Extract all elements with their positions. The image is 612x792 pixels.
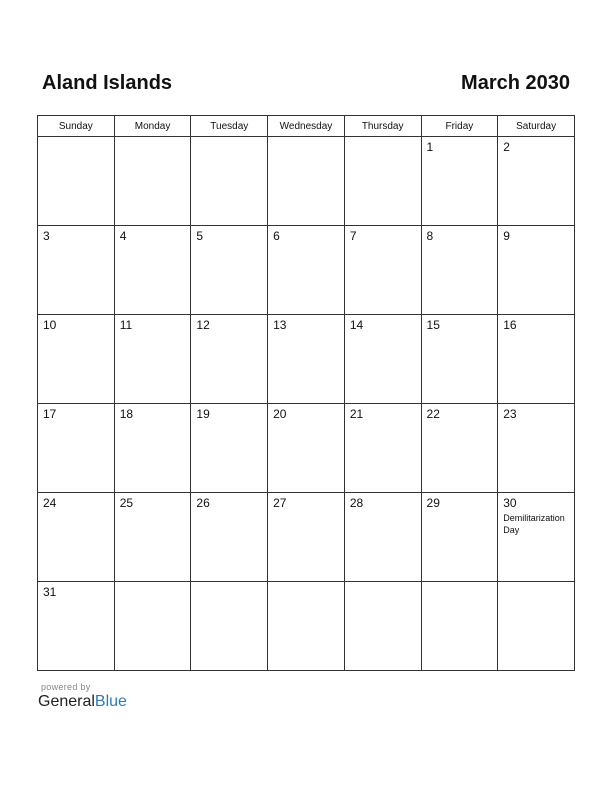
weekday-friday: Friday: [421, 116, 498, 137]
day-cell: [191, 404, 268, 493]
calendar-grid: [37, 115, 575, 671]
day-number: 26: [196, 496, 210, 510]
day-number: [268, 137, 344, 140]
weekday-thursday: Thursday: [344, 116, 421, 137]
week-row: [38, 493, 575, 582]
week-row: [38, 315, 575, 404]
day-number: 11: [119, 318, 133, 332]
day-cell: [191, 582, 268, 671]
day-number: 12: [196, 318, 210, 332]
generalblue-logo: [38, 693, 127, 711]
day-number: [38, 137, 114, 140]
day-number: 17: [43, 407, 57, 421]
day-cell: [421, 315, 498, 404]
day-number: [422, 582, 498, 585]
day-cell: [268, 493, 345, 582]
day-number: 1: [426, 140, 434, 154]
day-cell: [344, 226, 421, 315]
day-cell: [191, 137, 268, 226]
day-number: 27: [273, 496, 287, 510]
day-cell: [498, 582, 575, 671]
brand-general: General: [38, 693, 95, 710]
day-number: 20: [273, 407, 287, 421]
day-number: 6: [273, 229, 280, 243]
day-number: 5: [196, 229, 204, 243]
day-cell: [421, 137, 498, 226]
day-number: 4: [119, 229, 127, 243]
weekday-sunday: Sunday: [38, 116, 115, 137]
weekday-saturday: Saturday: [498, 116, 575, 137]
day-number: 29: [426, 496, 440, 510]
day-cell: [114, 137, 191, 226]
day-cell: [268, 404, 345, 493]
day-cell: [191, 226, 268, 315]
weekday-wednesday: Wednesday: [268, 116, 345, 137]
day-number: 18: [119, 407, 134, 421]
month-year-title: March 2030: [461, 72, 570, 94]
day-number: [345, 137, 421, 140]
day-cell: [344, 137, 421, 226]
day-cell: [421, 226, 498, 315]
day-number: 2: [503, 140, 510, 154]
day-cell: [191, 315, 268, 404]
day-cell: [38, 137, 115, 226]
powered-by-text: powered by: [41, 682, 91, 692]
day-cell: [421, 404, 498, 493]
day-cell: [38, 404, 115, 493]
day-cell: [114, 493, 191, 582]
day-cell: [421, 582, 498, 671]
day-number: 31: [43, 585, 57, 599]
day-cell: [268, 315, 345, 404]
day-number: 3: [43, 229, 50, 243]
day-number: 16: [503, 318, 517, 332]
day-number: [345, 582, 421, 585]
day-number: 13: [273, 318, 287, 332]
day-cell: [498, 315, 575, 404]
day-cell: [191, 493, 268, 582]
week-row: [38, 404, 575, 493]
day-cell: [114, 404, 191, 493]
day-cell: [498, 226, 575, 315]
day-cell: [498, 404, 575, 493]
weekday-tuesday: Tuesday: [191, 116, 268, 137]
day-cell: [114, 226, 191, 315]
day-cell: [38, 582, 115, 671]
day-cell: [114, 315, 191, 404]
day-number: 24: [43, 496, 57, 510]
week-row: [38, 226, 575, 315]
day-number: 25: [119, 496, 134, 510]
day-cell: [344, 315, 421, 404]
day-cell: [114, 582, 191, 671]
day-number: [115, 582, 191, 585]
day-cell: [268, 582, 345, 671]
week-row: [38, 137, 575, 226]
day-cell: [268, 137, 345, 226]
day-number: [498, 582, 574, 585]
day-cell: [344, 582, 421, 671]
day-number: 28: [349, 496, 364, 510]
week-row: [38, 582, 575, 671]
day-cell: [498, 493, 575, 582]
weekday-header-row: [38, 116, 575, 137]
day-number: 9: [503, 229, 510, 243]
day-cell: [498, 137, 575, 226]
day-cell: [268, 226, 345, 315]
day-number: [268, 582, 344, 585]
weekday-monday: Monday: [114, 116, 191, 137]
day-number: 21: [349, 407, 364, 421]
day-number: 15: [426, 318, 440, 332]
day-number: 7: [349, 229, 357, 243]
holiday-label: Demilitarization Day: [503, 513, 565, 535]
day-number: 10: [43, 318, 57, 332]
day-number: [191, 582, 267, 585]
day-number: 30: [503, 496, 517, 510]
day-number: 8: [426, 229, 434, 243]
day-cell: [421, 493, 498, 582]
day-number: [115, 137, 191, 140]
day-cell: [38, 315, 115, 404]
day-cell: [344, 404, 421, 493]
day-number: 22: [426, 407, 440, 421]
day-number: 23: [503, 407, 517, 421]
day-number: 14: [349, 318, 364, 332]
day-cell: [344, 493, 421, 582]
day-cell: [38, 493, 115, 582]
day-cell: [38, 226, 115, 315]
day-number: [191, 137, 267, 140]
day-number: 19: [196, 407, 210, 421]
brand-blue: Blue: [94, 693, 127, 710]
country-title: Aland Islands: [42, 72, 173, 94]
